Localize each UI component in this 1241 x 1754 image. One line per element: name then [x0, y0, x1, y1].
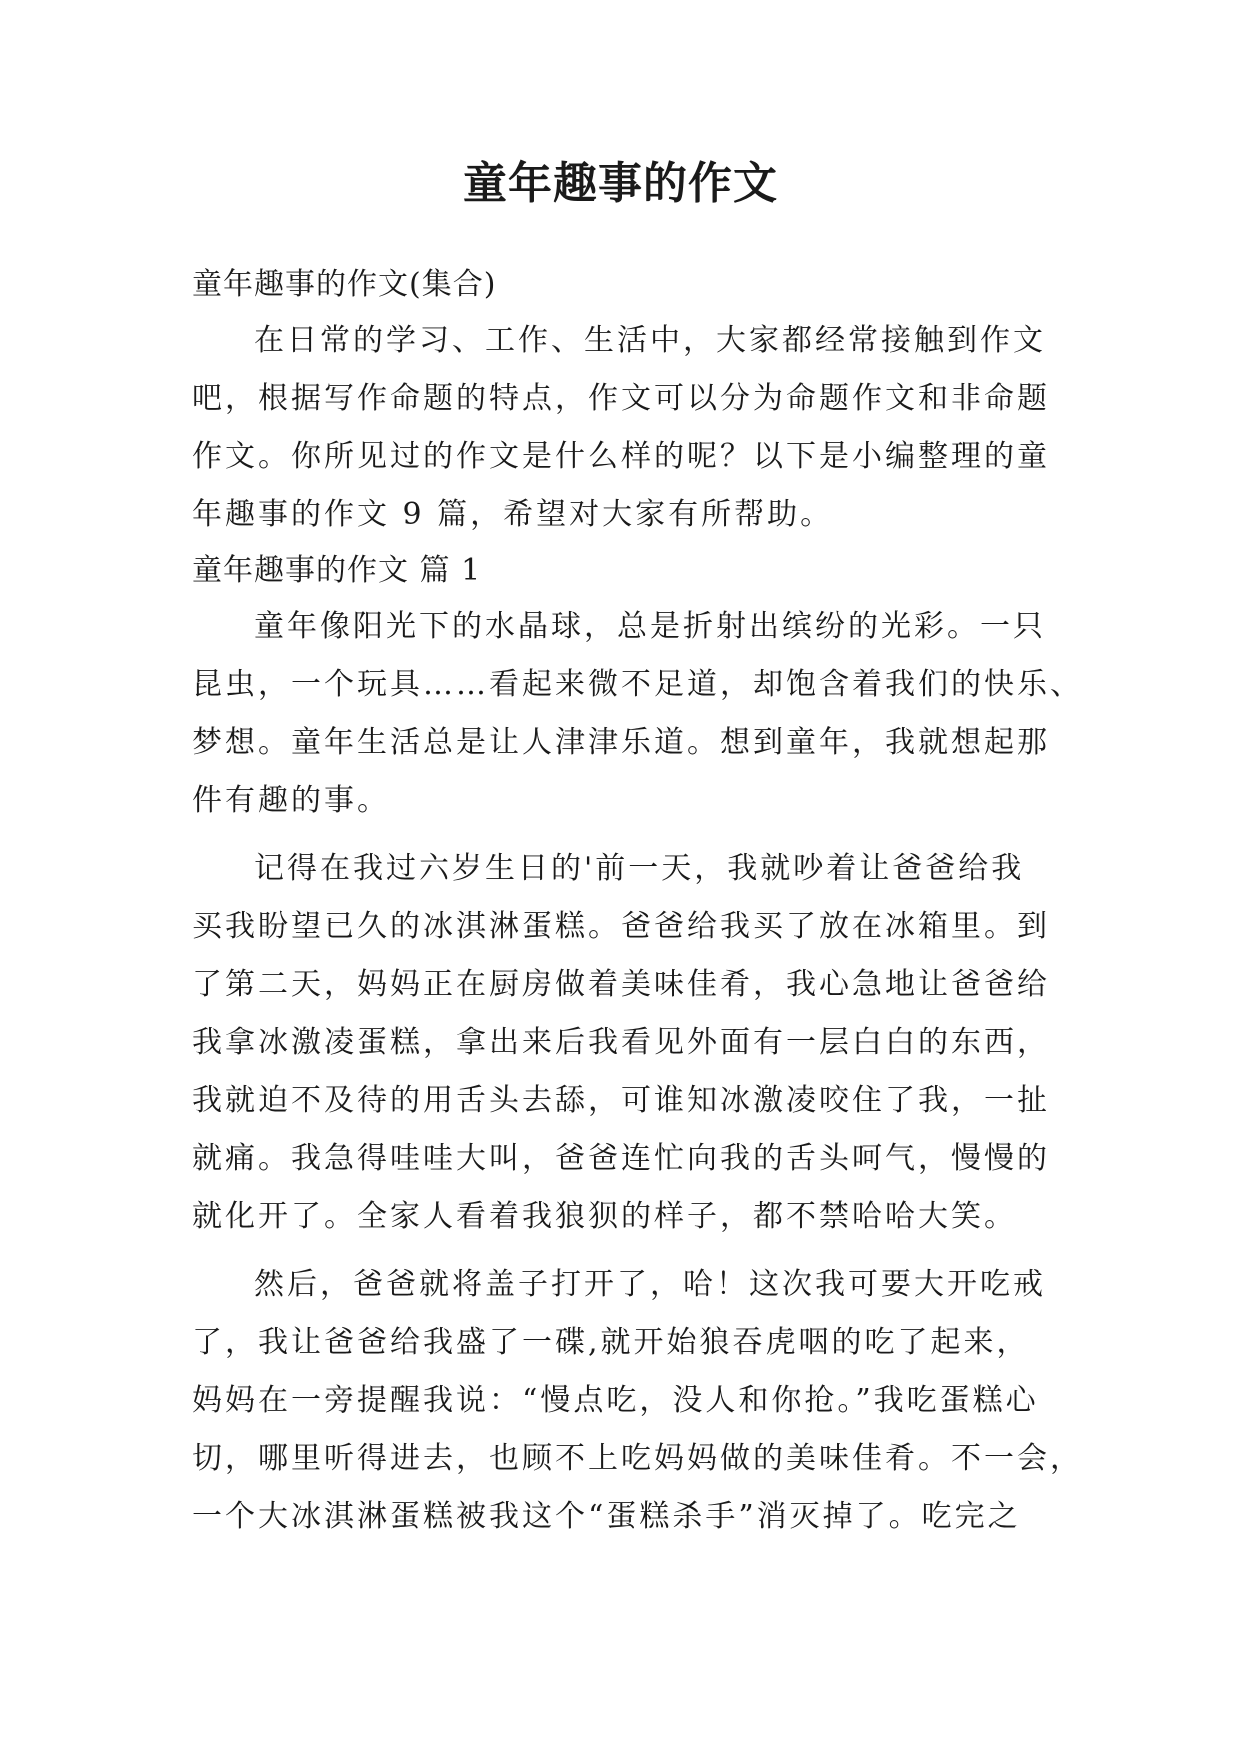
paragraph-line: 然后，爸爸就将盖子打开了，哈！这次我可要大开吃戒	[254, 1267, 1046, 1302]
paragraph-line: 在日常的学习、工作、生活中，大家都经常接触到作文	[254, 323, 1046, 358]
paragraph-line: 作文。你所见过的作文是什么样的呢？以下是小编整理的童	[192, 439, 1050, 474]
paragraph-line: 就痛。我急得哇哇大叫，爸爸连忙向我的舌头呵气，慢慢的	[192, 1141, 1050, 1176]
paragraph-line: 一个大冰淇淋蛋糕被我这个“蛋糕杀手”消灭掉了。吃完之	[192, 1499, 1021, 1534]
paragraph-gap	[192, 1246, 1054, 1256]
subtitle: 童年趣事的作文(集合)	[192, 267, 497, 302]
paragraph-line: 件有趣的事。	[192, 783, 390, 818]
paragraph-line: 吧，根据写作命题的特点，作文可以分为命题作文和非命题	[192, 381, 1050, 416]
document-body	[192, 258, 1083, 1546]
paragraph-line: 切，哪里听得进去，也顾不上吃妈妈做的美味佳肴。不一会，	[192, 1441, 1083, 1476]
paragraph-line: 了第二天，妈妈正在厨房做着美味佳肴，我心急地让爸爸给	[192, 967, 1050, 1002]
paragraph-3	[192, 1256, 1083, 1546]
paragraph-line: 我就迫不及待的用舌头去舔，可谁知冰激凌咬住了我，一扯	[192, 1083, 1050, 1118]
paragraph-line: 就化开了。全家人看着我狼狈的样子，都不禁哈哈大笑。	[192, 1199, 1017, 1234]
paragraph-2	[192, 840, 1054, 1246]
paragraph-line: 我拿冰激凌蛋糕，拿出来后我看见外面有一层白白的东西，	[192, 1025, 1050, 1060]
paragraph-gap	[192, 830, 1054, 840]
paragraph-line: 昆虫，一个玩具……看起来微不足道，却饱含着我们的快乐、	[192, 667, 1083, 702]
paragraph-line: 梦想。童年生活总是让人津津乐道。想到童年，我就想起那	[192, 725, 1050, 760]
paragraph-1	[192, 598, 1083, 830]
paragraph-line: 了，我让爸爸给我盛了一碟,就开始狼吞虎咽的吃了起来，	[192, 1325, 1030, 1360]
document-title: 童年趣事的作文	[463, 158, 778, 209]
paragraph-line: 妈妈在一旁提醒我说：“慢点吃，没人和你抢。”我吃蛋糕心	[192, 1383, 1039, 1418]
intro-paragraph	[192, 312, 1054, 544]
paragraph-line: 年趣事的作文 9 篇，希望对大家有所帮助。	[192, 497, 834, 532]
paragraph-line: 买我盼望已久的冰淇淋蛋糕。爸爸给我买了放在冰箱里。到	[192, 909, 1050, 944]
paragraph-line: 记得在我过六岁生日的'前一天，我就吵着让爸爸给我	[254, 851, 1025, 886]
paragraph-line: 童年像阳光下的水晶球，总是折射出缤纷的光彩。一只	[254, 609, 1046, 644]
section-heading: 童年趣事的作文 篇 1	[192, 553, 482, 588]
